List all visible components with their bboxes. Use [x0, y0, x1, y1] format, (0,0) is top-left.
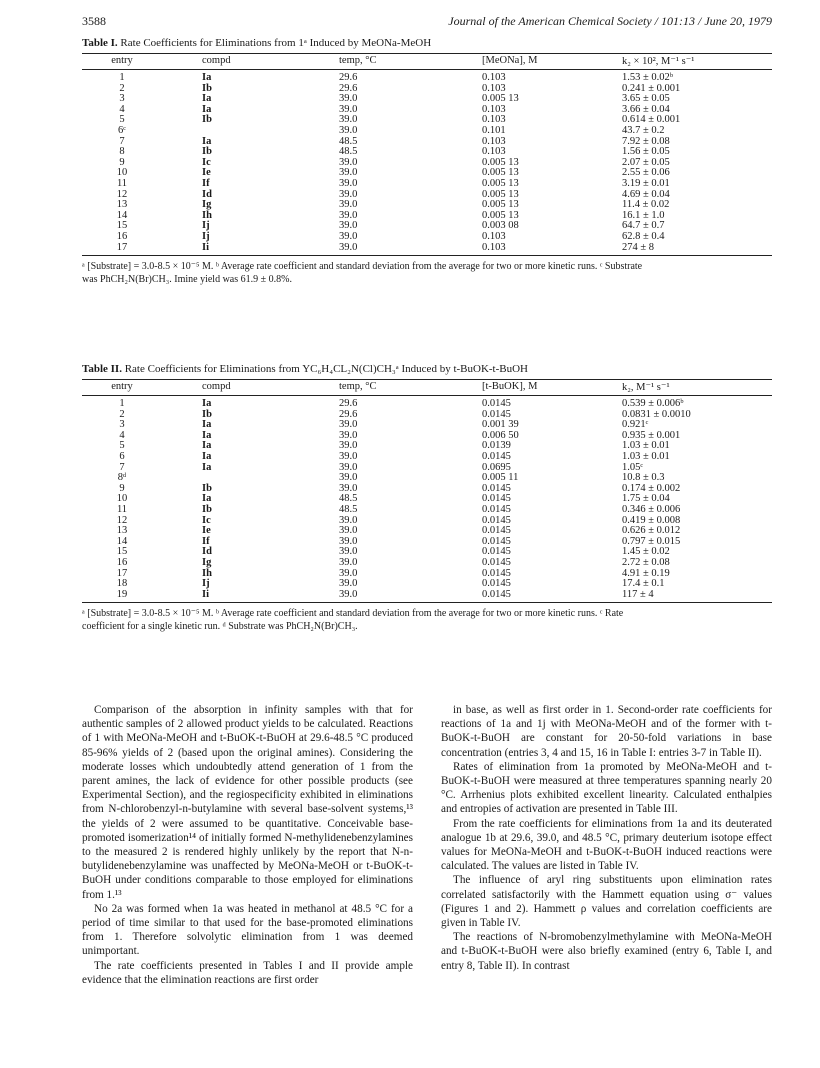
cell-compd: Ij [202, 230, 210, 242]
cell-conc: 0.0145 [482, 525, 511, 537]
table-2-body [82, 396, 772, 600]
cell-entry: 17 [116, 567, 128, 579]
column-header: k₂, M⁻¹ s⁻¹ [622, 382, 670, 393]
cell-entry: 13 [116, 199, 128, 211]
cell-entry: 10 [116, 167, 128, 179]
cell-rate: 1.75 ± 0.04 [622, 493, 670, 505]
cell-temp: 39.0 [339, 535, 358, 547]
cell-conc: 0.0145 [482, 578, 511, 590]
cell-temp: 39.0 [339, 525, 358, 537]
cell-conc: 0.103 [482, 114, 506, 126]
cell-rate: 4.69 ± 0.04 [622, 188, 670, 200]
table-row [82, 505, 772, 516]
cell-entry: 5 [119, 114, 125, 126]
table-2-footnote [82, 607, 772, 633]
cell-compd: Ib [202, 114, 212, 126]
cell-entry: 16 [116, 556, 128, 568]
cell-entry: 13 [116, 525, 128, 537]
table-row [82, 200, 772, 211]
cell-compd: If [202, 177, 210, 189]
cell-conc: 0.005 13 [482, 93, 519, 105]
cell-conc: 0.101 [482, 124, 506, 136]
cell-conc: 0.0145 [482, 546, 511, 558]
cell-compd: Ia [202, 461, 212, 473]
cell-temp: 39.0 [339, 103, 358, 115]
cell-entry: 1 [119, 72, 125, 83]
cell-compd: Ia [202, 398, 212, 409]
cell-entry: 19 [116, 588, 128, 600]
cell-conc: 0.005 13 [482, 177, 519, 189]
cell-conc: 0.0145 [482, 503, 511, 515]
table-rule [82, 255, 772, 256]
paragraph: Comparison of the absorption in infinity samples with that for authentic samples of 2 allowed product yields to be calculated. Reactions of 1 with MeONa-MeOH and t-BuOK-t-BuOH at 29.6-48.5 °C produced 85-96% yields of 2 (based upon the original amines). Considering the moderate losses which undoubtedly attend generation of 1 from the parent amines, the lack of evidence for other possible products (see Experimental Section), and the regiospecificity exhibited in eliminations from N-chlorobenzyl-n-butylamine with several base-solvent systems,¹³ the yields of 2 were assumed to be quantitative. Conceivable base-promoted isomerization¹⁴ of initially formed N-methylidenebenzylamines to the measured 2 is rendered highly unlikely by the report that N-n-butylidenebenzylamine was unaffected by MeONa-MeOH or t-BuOK-t-BuOH under conditions comparable to those employed for eliminations from 1.¹³ [82, 704, 413, 901]
cell-rate: 274 ± 8 [622, 241, 655, 253]
cell-entry: 18 [116, 578, 128, 590]
table-1-label: Table I. [82, 37, 118, 49]
cell-conc: 0.103 [482, 241, 506, 253]
cell-rate: 1.03 ± 0.01 [622, 450, 670, 462]
table-1-header [82, 54, 772, 69]
paragraph: The reactions of N-bromobenzylmethylamine with MeONa-MeOH and t-BuOK-t-BuOH were also briefly examined (entry 6, Table I, and entry 8, Table II). In contrast [441, 931, 772, 972]
paragraph: Rates of elimination from 1a promoted by MeONa-MeOH and t-BuOK-t-BuOH were measured at three temperatures spanning nearly 20 °C. Arrhenius plots exhibited excellent linearity. Calculated enthalpies and entropies of activation are presented in Table III. [441, 760, 772, 816]
cell-temp: 39.0 [339, 429, 358, 441]
table-1-body [82, 70, 772, 253]
cell-rate: 0.539 ± 0.006ᵇ [622, 398, 684, 409]
cell-conc: 0.0145 [482, 408, 511, 420]
cell-compd: Ib [202, 146, 212, 158]
cell-temp: 39.0 [339, 578, 358, 590]
cell-conc: 0.0139 [482, 440, 511, 452]
table-2-label: Table II. [82, 363, 122, 375]
table-row [82, 115, 772, 126]
cell-rate: 1.03 ± 0.01 [622, 440, 670, 452]
cell-entry: 8 [119, 146, 125, 158]
cell-rate: 2.55 ± 0.06 [622, 167, 670, 179]
cell-rate: 17.4 ± 0.1 [622, 578, 665, 590]
cell-compd: Ia [202, 103, 212, 115]
cell-rate: 1.05ᶜ [622, 461, 644, 473]
cell-entry: 14 [116, 209, 128, 221]
cell-compd: Ig [202, 556, 212, 568]
cell-compd: Ic [202, 156, 211, 168]
table-row [82, 232, 772, 243]
cell-conc: 0.103 [482, 72, 506, 83]
cell-rate: 4.91 ± 0.19 [622, 567, 670, 579]
cell-temp: 29.6 [339, 82, 358, 94]
cell-entry: 9 [119, 156, 125, 168]
table-row [82, 179, 772, 190]
cell-compd: Ia [202, 93, 212, 105]
cell-entry: 7 [119, 135, 125, 147]
left-column [82, 703, 413, 987]
cell-entry: 14 [116, 535, 128, 547]
cell-conc: 0.103 [482, 230, 506, 242]
cell-temp: 39.0 [339, 124, 358, 136]
cell-temp: 39.0 [339, 514, 358, 526]
table-1 [82, 37, 772, 286]
cell-temp: 48.5 [339, 493, 358, 505]
cell-conc: 0.0145 [482, 398, 511, 409]
cell-rate: 0.346 ± 0.006 [622, 503, 681, 515]
cell-rate: 64.7 ± 0.7 [622, 220, 665, 232]
cell-rate: 0.614 ± 0.001 [622, 114, 681, 126]
cell-temp: 29.6 [339, 72, 358, 83]
cell-temp: 39.0 [339, 209, 358, 221]
cell-rate: 11.4 ± 0.02 [622, 199, 670, 211]
cell-rate: 0.0831 ± 0.0010 [622, 408, 691, 420]
cell-entry: 1 [119, 398, 125, 409]
cell-entry: 6ᶜ [118, 124, 126, 136]
cell-conc: 0.103 [482, 103, 506, 115]
table-row [82, 211, 772, 222]
cell-entry: 7 [119, 461, 125, 473]
cell-conc: 0.0145 [482, 450, 511, 462]
footnote-line: ᵃ [Substrate] = 3.0-8.5 × 10⁻⁵ M. ᵇ Average rate coefficient and standard deviation from the average for two or more kinetic runs. ᶜ Substrate [82, 261, 643, 273]
table-1-caption [82, 37, 772, 49]
column-header: [t-BuOK], M [482, 381, 538, 392]
cell-temp: 29.6 [339, 408, 358, 420]
cell-temp: 39.0 [339, 93, 358, 105]
cell-rate: 0.419 ± 0.008 [622, 514, 681, 526]
cell-entry: 15 [116, 220, 128, 232]
cell-temp: 39.0 [339, 461, 358, 473]
cell-rate: 2.72 ± 0.08 [622, 556, 670, 568]
cell-rate: 7.92 ± 0.08 [622, 135, 670, 147]
table-row [82, 73, 772, 84]
right-column [441, 703, 772, 973]
table-row [82, 463, 772, 474]
table-1-footnote [82, 260, 772, 286]
cell-conc: 0.005 13 [482, 199, 519, 211]
cell-entry: 10 [116, 493, 128, 505]
page-number: 3588 [82, 14, 106, 28]
cell-temp: 39.0 [339, 177, 358, 189]
cell-temp: 39.0 [339, 588, 358, 600]
cell-rate: 10.8 ± 0.3 [622, 472, 665, 484]
cell-conc: 0.0695 [482, 461, 511, 473]
cell-compd: Ii [202, 241, 210, 253]
cell-compd: Id [202, 188, 212, 200]
table-row [82, 590, 772, 601]
cell-temp: 39.0 [339, 440, 358, 452]
cell-conc: 0.005 13 [482, 188, 519, 200]
cell-temp: 39.0 [339, 220, 358, 232]
cell-temp: 29.6 [339, 398, 358, 409]
cell-rate: 3.65 ± 0.05 [622, 93, 670, 105]
table-row [82, 221, 772, 232]
cell-compd: Ij [202, 220, 210, 232]
table-2-header [82, 380, 772, 395]
cell-conc: 0.0145 [482, 556, 511, 568]
column-header: compd [202, 55, 231, 66]
cell-temp: 48.5 [339, 503, 358, 515]
table-row [82, 558, 772, 569]
cell-compd: Ib [202, 482, 212, 494]
cell-temp: 48.5 [339, 146, 358, 158]
cell-rate: 43.7 ± 0.2 [622, 124, 665, 136]
cell-entry: 6 [119, 450, 125, 462]
cell-conc: 0.005 13 [482, 167, 519, 179]
table-row [82, 579, 772, 590]
cell-temp: 39.0 [339, 556, 358, 568]
cell-rate: 117 ± 4 [622, 588, 654, 600]
cell-temp: 39.0 [339, 188, 358, 200]
cell-temp: 48.5 [339, 135, 358, 147]
column-header: temp, °C [339, 55, 377, 66]
cell-compd: Ih [202, 567, 212, 579]
cell-conc: 0.103 [482, 146, 506, 158]
cell-rate: 3.19 ± 0.01 [622, 177, 670, 189]
table-row [82, 126, 772, 137]
cell-compd: Ia [202, 440, 212, 452]
table-row [82, 243, 772, 254]
cell-entry: 3 [119, 419, 125, 431]
column-header: temp, °C [339, 381, 377, 392]
footnote-line: ᵃ [Substrate] = 3.0-8.5 × 10⁻⁵ M. ᵇ Average rate coefficient and standard deviation from the average for two or more kinetic runs. ᶜ Rate [82, 608, 624, 620]
cell-entry: 3 [119, 93, 125, 105]
running-head [82, 14, 772, 32]
cell-temp: 39.0 [339, 567, 358, 579]
cell-compd: Ia [202, 429, 212, 441]
cell-compd: Ic [202, 514, 211, 526]
table-rule [82, 602, 772, 603]
cell-entry: 11 [116, 503, 128, 515]
column-header: entry [111, 55, 133, 66]
cell-entry: 9 [119, 482, 125, 494]
cell-temp: 39.0 [339, 199, 358, 211]
cell-compd: Ie [202, 525, 211, 537]
cell-conc: 0.005 13 [482, 209, 519, 221]
cell-rate: 0.797 ± 0.015 [622, 535, 681, 547]
cell-temp: 39.0 [339, 241, 358, 253]
table-row [82, 569, 772, 580]
journal-citation: Journal of the American Chemical Society / 101:13 / June 20, 1979 [448, 14, 772, 28]
cell-compd: Ii [202, 588, 210, 600]
column-header: k₂ × 10², M⁻¹ s⁻¹ [622, 56, 695, 67]
cell-conc: 0.0145 [482, 535, 511, 547]
cell-conc: 0.005 11 [482, 472, 519, 484]
cell-rate: 1.56 ± 0.05 [622, 146, 670, 158]
cell-compd: Ih [202, 209, 212, 221]
cell-conc: 0.006 50 [482, 429, 519, 441]
cell-conc: 0.001 39 [482, 419, 519, 431]
cell-entry: 11 [116, 177, 128, 189]
cell-temp: 39.0 [339, 482, 358, 494]
paragraph: The influence of aryl ring substituents upon elimination rates correlated satisfactorily with the Hammett equation using σ⁻ values (Figures 1 and 2). Hammett ρ values and correlation coefficients are given in Table IV. [441, 874, 772, 930]
cell-compd: Id [202, 546, 212, 558]
paragraph: The rate coefficients presented in Tables I and II provide ample evidence that the elimination reactions are first order [82, 959, 413, 986]
table-row [82, 452, 772, 463]
cell-entry: 17 [116, 241, 128, 253]
cell-compd: Ib [202, 408, 212, 420]
footnote-line: coefficient for a single kinetic run. ᵈ Substrate was PhCH₂N(Br)CH₃. [82, 621, 358, 633]
cell-compd: Ia [202, 493, 212, 505]
cell-rate: 1.45 ± 0.02 [622, 546, 670, 558]
table-2 [82, 363, 772, 633]
table-1-title: Rate Coefficients for Eliminations from 1ᵃ Induced by MeONa-MeOH [120, 37, 432, 49]
cell-entry: 4 [119, 103, 125, 115]
cell-conc: 0.0145 [482, 493, 511, 505]
cell-temp: 39.0 [339, 419, 358, 431]
cell-compd: Ib [202, 82, 212, 94]
cell-entry: 12 [116, 188, 128, 200]
footnote-line: was PhCH₂N(Br)CH₃. Imine yield was 61.9 ± 0.8%. [82, 274, 292, 286]
cell-entry: 5 [119, 440, 125, 452]
cell-temp: 39.0 [339, 230, 358, 242]
cell-rate: 0.626 ± 0.012 [622, 525, 681, 537]
cell-rate: 62.8 ± 0.4 [622, 230, 665, 242]
cell-conc: 0.005 13 [482, 156, 519, 168]
cell-compd: Ig [202, 199, 212, 211]
cell-rate: 16.1 ± 1.0 [622, 209, 665, 221]
cell-conc: 0.103 [482, 135, 506, 147]
cell-compd: Ib [202, 503, 212, 515]
cell-entry: 2 [119, 408, 125, 420]
cell-conc: 0.0145 [482, 567, 511, 579]
cell-compd: Ie [202, 167, 211, 179]
cell-entry: 2 [119, 82, 125, 94]
cell-rate: 0.921ᶜ [622, 419, 649, 431]
cell-rate: 2.07 ± 0.05 [622, 156, 670, 168]
table-row [82, 410, 772, 421]
cell-entry: 4 [119, 429, 125, 441]
cell-compd: Ia [202, 450, 212, 462]
cell-entry: 16 [116, 230, 128, 242]
cell-entry: 15 [116, 546, 128, 558]
cell-rate: 1.53 ± 0.02ᵇ [622, 72, 674, 83]
paragraph: From the rate coefficients for eliminations from 1a and its deuterated analogue 1b at 29.6, 39.0, and 48.5 °C, primary deuterium isotope effect values for MeONa-MeOH and t-BuOK-t-BuOH induced reactions were calculated. The values are listed in Table IV. [441, 817, 772, 873]
cell-compd: Ia [202, 72, 212, 83]
cell-conc: 0.0145 [482, 514, 511, 526]
cell-rate: 0.241 ± 0.001 [622, 82, 681, 94]
cell-entry: 8ᵈ [117, 472, 127, 484]
cell-rate: 0.935 ± 0.001 [622, 429, 681, 441]
cell-temp: 39.0 [339, 114, 358, 126]
cell-rate: 3.66 ± 0.04 [622, 103, 670, 115]
cell-conc: 0.103 [482, 82, 506, 94]
cell-compd: Ia [202, 419, 212, 431]
cell-conc: 0.003 08 [482, 220, 519, 232]
cell-temp: 39.0 [339, 546, 358, 558]
table-row [82, 399, 772, 410]
table-2-title: Rate Coefficients for Eliminations from YC₆H₄CL₂N(Cl)CH₃ᵃ Induced by t-BuOK-t-BuOH [124, 363, 528, 375]
cell-compd: Ij [202, 578, 210, 590]
column-header: [MeONa], M [482, 55, 538, 66]
table-2-caption [82, 363, 772, 375]
paragraph: No 2a was formed when 1a was heated in methanol at 48.5 °C for a period of time similar to that used for the base-promoted eliminations from 1. Therefore solvolytic elimination from 1 was deemed unimportant. [82, 902, 413, 958]
cell-entry: 12 [116, 514, 128, 526]
cell-conc: 0.0145 [482, 588, 511, 600]
cell-compd: If [202, 535, 210, 547]
column-header: entry [111, 381, 133, 392]
cell-compd: Ia [202, 135, 212, 147]
cell-rate: 0.174 ± 0.002 [622, 482, 681, 494]
cell-conc: 0.0145 [482, 482, 511, 494]
cell-temp: 39.0 [339, 472, 358, 484]
cell-temp: 39.0 [339, 450, 358, 462]
cell-temp: 39.0 [339, 167, 358, 179]
paragraph: in base, as well as first order in 1. Second-order rate coefficients for reactions of 1a and 1j with MeONa-MeOH and of the former with t-BuOK-t-BuOH are constant for 20-50-fold variations in base concentration (entries 3, 4 and 15, 16 in Table I: entries 3-7 in Table II). [441, 704, 772, 759]
cell-temp: 39.0 [339, 156, 358, 168]
column-header: compd [202, 381, 231, 392]
